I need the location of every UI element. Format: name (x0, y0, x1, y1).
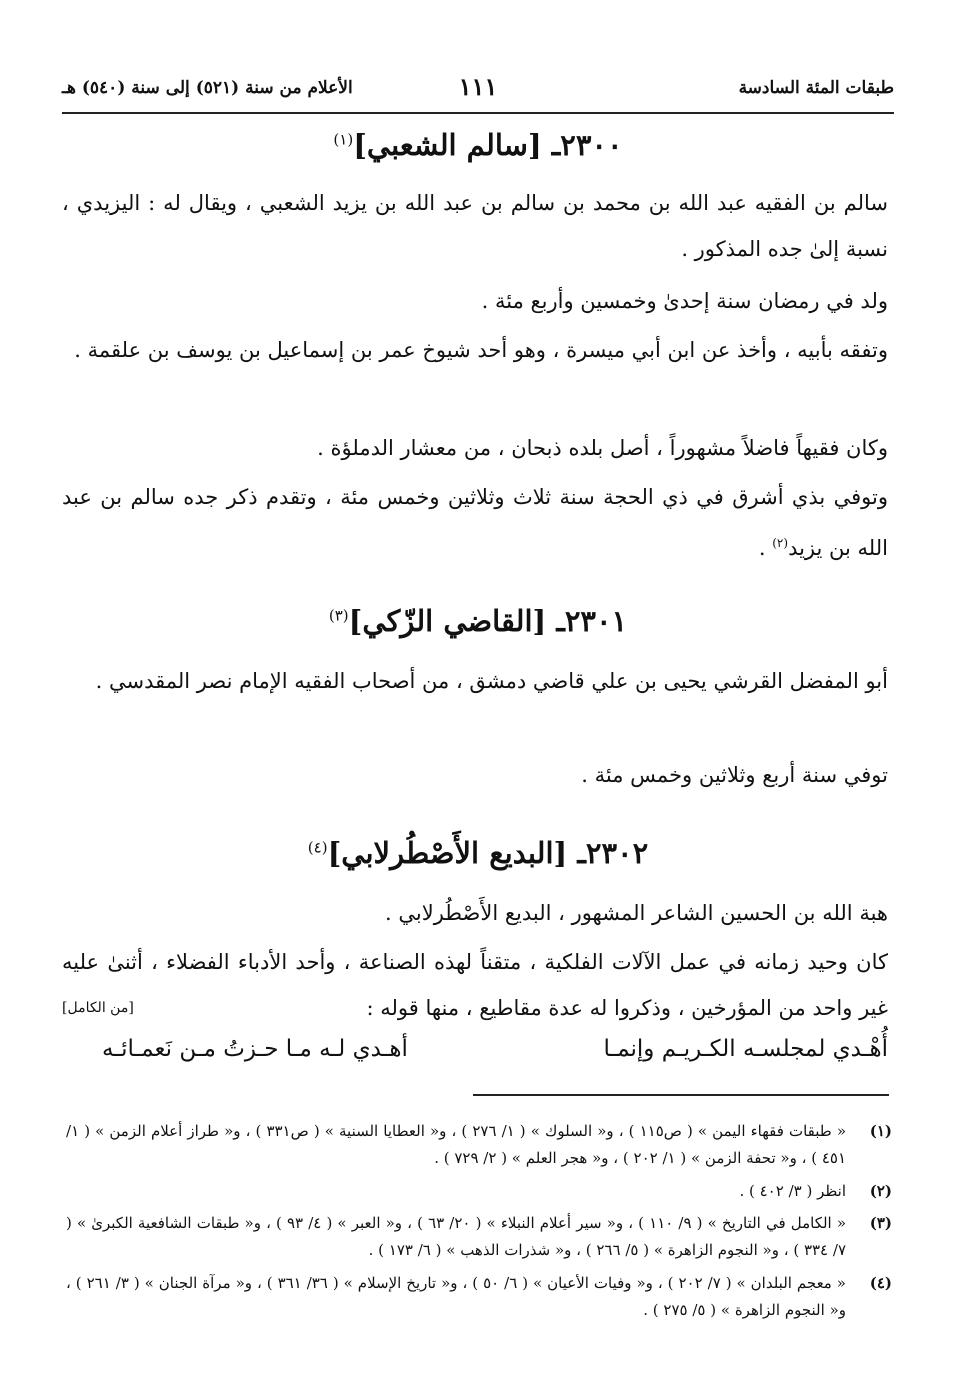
paragraph: وتفقه بأبيه ، وأخذ عن ابن أبي ميسرة ، وهو أحد شيوخ عمر بن إسماعيل بن يوسف بن علقمة . (74, 338, 888, 362)
paragraph: سالم بن الفقيه عبد الله بن محمد بن سالم بن عبد الله بن يزيد الشعبي ، ويقال له : اليزيدي ، نسبة إلىٰ جده المذكور . (62, 191, 888, 261)
entry-title-text: ٢٣٠١ـ [القاضي الزّكي] (348, 604, 628, 638)
paragraph-text: وتوفي بذي أشرق في ذي الحجة سنة ثلاث وثلاثين وخمس مئة ، وتقدم ذكر جده سالم بن عبد الله بن يزيد (62, 485, 888, 560)
entry-title-2300 (62, 128, 894, 162)
footnote (66, 1118, 892, 1172)
entry-title-2302 (62, 836, 894, 870)
paragraph: كان وحيد زمانه في عمل الآلات الفلكية ، متقناً لهذه الصناعة ، وأحد الأدباء الفضلاء ، أثنىٰ عليه غير واحد من المؤرخين ، وذكروا له عدة مقاطيع ، منها قوله : (62, 950, 888, 1020)
footnote-ref: (٤) (307, 838, 328, 857)
footnote-rule (473, 1094, 889, 1096)
header-range-title: الأعلام من سنة (٥٢١) إلى سنة (٥٤٠) هـ (62, 78, 353, 98)
paragraph: هبة الله بن الحسين الشاعر المشهور ، البديع الأَصْطُرلابي . (385, 901, 888, 925)
entry-title-2301 (62, 604, 894, 638)
footnote-number: (٢) (869, 1182, 892, 1200)
footnote-ref: (٢) (772, 536, 789, 550)
header-section-title: طبقات المئة السادسة (738, 78, 894, 98)
footnote-number: (٣) (869, 1214, 892, 1232)
verse-second-hemistich: أهـدي لـه مـا حـزتُ مـن نَعمـائـه (102, 1036, 408, 1062)
poetic-meter-label: [من الكامل] (62, 1000, 134, 1016)
footnote-text: انظر ( ٣/ ٤٠٢ ) . (739, 1182, 846, 1200)
poem-verse (62, 1036, 888, 1076)
footnote-text: « معجم البلدان » ( ٧/ ٢٠٢ ) ، و« وفيات الأعيان » ( ٦/ ٥٠ ) ، و« تاريخ الإسلام » ( ٣٦/ ٣٦١ ) ، و« مرآة الجنان » ( ٣/ ٢٦١ ) ، و« النجوم الزاهرة » ( ٥/ ٢٧٥ ) . (66, 1274, 846, 1319)
paragraph (62, 474, 888, 571)
entry-title-text: ٢٣٠٠ـ [سالم الشعبي] (353, 128, 623, 162)
footnote (66, 1210, 892, 1264)
footnote-text: « الكامل في التاريخ » ( ٩/ ١١٠ ) ، و« سير أعلام النبلاء » ( ٢٠/ ٦٣ ) ، و« العبر » ( ٤/ ٩٣ ) ، و« طبقات الشافعية الكبرىٰ » ( ٧/ ٣٣٤ ) ، و« النجوم الزاهرة » ( ٥/ ٢٦٦ ) ، و« شذرات الذهب » ( ٦/ ١٧٣ ) . (66, 1214, 847, 1259)
running-header (62, 72, 894, 106)
header-rule (62, 112, 894, 114)
footnote-ref: (١) (333, 130, 354, 149)
entry-title-text: ٢٣٠٢ـ [البديع الأَصْطُرلابي] (327, 836, 649, 870)
paragraph-end: . (758, 536, 773, 560)
footnote (66, 1178, 892, 1205)
page-number: ١١١ (458, 72, 498, 101)
paragraph: ولد في رمضان سنة إحدىٰ وخمسين وأربع مئة . (481, 289, 888, 313)
footnote-number: (١) (869, 1122, 892, 1140)
footnote-number: (٤) (869, 1274, 892, 1292)
footnote-text: « طبقات فقهاء اليمن » ( ص١١٥ ) ، و« السلوك » ( ١/ ٢٧٦ ) ، و« العطايا السنية » ( ص٣٣١ ) ، و« طراز أعلام الزمن » ( ١/ ٤٥١ ) ، و« تحفة الزمن » ( ١/ ٢٠٢ ) ، و« هجر العلم » ( ٢/ ٧٢٩ ) . (66, 1122, 846, 1167)
verse-first-hemistich: أُهْـدي لمجلسـه الكـريـم وإنمـا (603, 1036, 888, 1062)
footnote-ref: (٣) (328, 606, 349, 625)
paragraph: أبو المفضل القرشي يحيى بن علي قاضي دمشق ، من أصحاب الفقيه الإمام نصر المقدسي . (95, 669, 888, 693)
paragraph: توفي سنة أربع وثلاثين وخمس مئة . (581, 763, 888, 787)
footnote (66, 1270, 892, 1324)
paragraph: وكان فقيهاً فاضلاً مشهوراً ، أصل بلده ذبحان ، من معشار الدملؤة . (317, 436, 888, 460)
